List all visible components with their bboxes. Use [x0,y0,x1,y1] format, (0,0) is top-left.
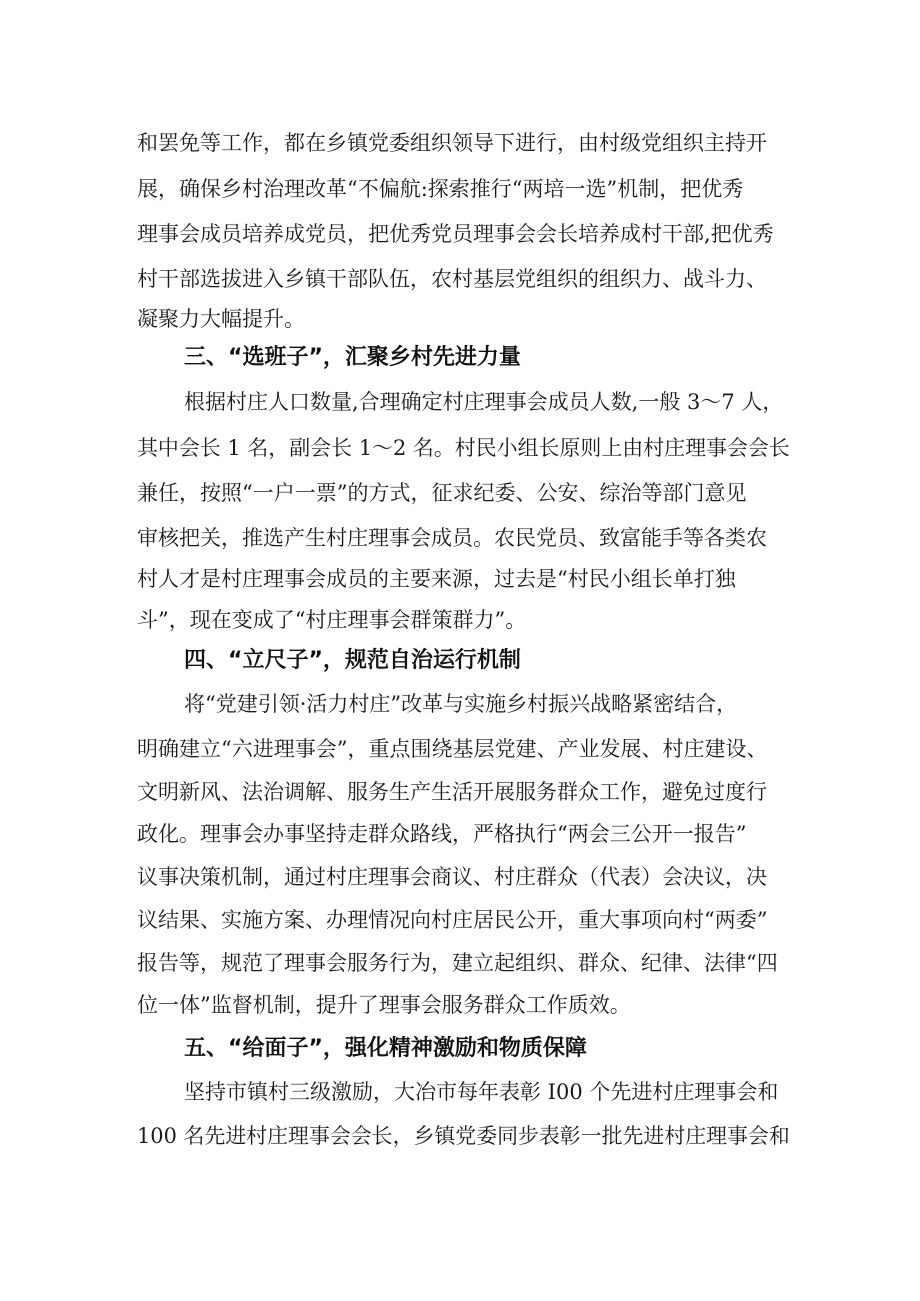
body-text-line: 议事决策机制，通过村庄理事会商议、村庄群众（代表）会决议，决 [137,865,767,889]
body-text-line: 村人才是村庄理事会成员的主要来源，过去是“村民小组长单打独 [137,567,736,591]
body-text-line: 位一体”监督机制，提升了理事会服务群众工作质效。 [137,993,631,1017]
body-text-line: 展，确保乡村治理改革“不偏航:探索推行“两培一选”机制，把优秀 [137,177,744,201]
section-heading: 五、“给面子”，强化精神激励和物质保障 [184,1036,587,1061]
body-text-line: 斗”，现在变成了“村庄理事会群策群力”。 [137,608,527,632]
body-text-line: 文明新风、法治调解、服务生产生活开展服务群众工作，避免过度行 [137,780,767,804]
body-text-line: 村干部选拔进入乡镇干部队伍，农村基层党组织的组织力、战斗力、 [137,267,767,291]
body-text-line: 理事会成员培养成党员，把优秀党员理事会会长培养成村干部,把优秀 [137,222,774,246]
body-text-line: 报告等，规范了理事会服务行为，建立起组织、群众、纪律、法律“四 [137,951,778,975]
body-text-line: 和罢免等工作，都在乡镇党委组织领导下进行，由村级党组织主持开 [137,131,767,155]
body-text-line: 审核把关，推选产生村庄理事会成员。农民党员、致富能手等各类农 [137,526,767,550]
body-text-line: 议结果、实施方案、办理情况向村庄居民公开，重大事项向村“两委” [137,908,768,932]
body-text-line: 明确建立“六进理事会”，重点围绕基层党建、产业发展、村庄建设、 [137,737,768,761]
body-text-line: 100 名先进村庄理事会会长，乡镇党委同步表彰一批先进村庄理事会和 [137,1124,790,1148]
section-heading: 四、“立尺子”，规范自治运行机制 [184,648,521,673]
body-text-line: 其中会长 1 名，副会长 1～2 名。村民小组长原则上由村庄理事会会长 [137,436,790,460]
section-heading: 三、“选班子”，汇聚乡村先进力量 [184,345,521,370]
body-text-line: 坚持市镇村三级激励，大冶市每年表彰 I00 个先进村庄理事会和 [184,1080,779,1104]
body-text-line: 凝聚力大幅提升。 [137,307,305,331]
body-text-line: 将“党建引领·活力村庄”改革与实施乡村振兴战略紧密结合， [184,692,738,716]
body-text-line: 政化。理事会办事坚持走群众路线，严格执行“两会三公开一报告” [137,822,747,846]
body-text-line: 根据村庄人口数量,合理确定村庄理事会成员人数,一般 3～7 人， [184,390,784,414]
body-text-line: 兼任，按照“一户一票”的方式，征求纪委、公安、综治等部门意见 [137,481,747,505]
